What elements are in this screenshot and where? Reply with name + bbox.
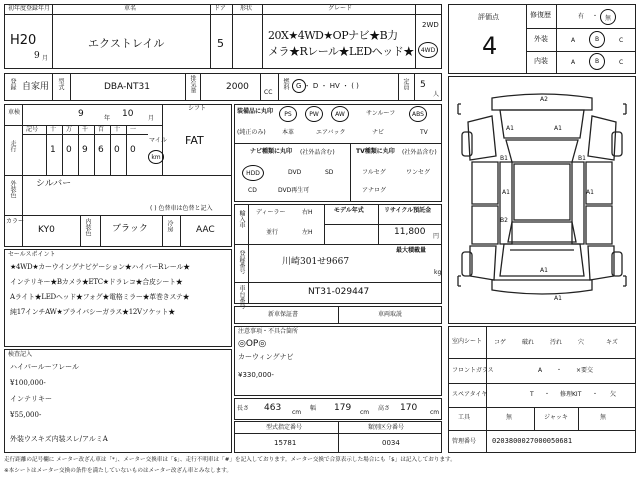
model-year-label: モデル年式 bbox=[334, 207, 364, 214]
max-load-label: 最大積載量 bbox=[396, 247, 427, 254]
shape-label: 形状 bbox=[240, 5, 253, 12]
reg-value: 自家用 bbox=[22, 82, 50, 92]
management-label: 管理番号 bbox=[452, 438, 477, 445]
first-reg-month: 9 bbox=[34, 51, 40, 61]
interior-color-value: ブラック bbox=[112, 224, 148, 234]
seat-item: 破れ bbox=[522, 339, 535, 346]
type-spec-label: 型式指定番号 bbox=[266, 424, 303, 431]
repair-option-yes: 有 bbox=[578, 13, 585, 20]
mileage-digit-label: 千 bbox=[82, 126, 89, 133]
drive-4wd-circled: 4WD bbox=[418, 42, 438, 58]
ac-value: AAC bbox=[196, 225, 215, 235]
manual-label: 車両取説 bbox=[378, 311, 403, 318]
jack-value: 無 bbox=[600, 414, 607, 421]
damage-b2-left: B2 bbox=[500, 217, 508, 224]
seat-item: 穴 bbox=[578, 339, 585, 346]
equipment-item-text: AW bbox=[335, 110, 345, 118]
mileage-digit: 0 bbox=[114, 145, 120, 155]
capacity-label: 定員 bbox=[402, 78, 409, 90]
displacement-value: 2000 bbox=[226, 82, 249, 92]
tv-oneseg: ワンセグ bbox=[406, 169, 431, 176]
inspection-label: 車検 bbox=[8, 109, 21, 116]
equipment-item: 本革 bbox=[282, 129, 295, 136]
mileage-grid-line bbox=[22, 134, 148, 135]
damage-a1-hood-left: A1 bbox=[506, 125, 514, 132]
model-value: DBA-NT31 bbox=[104, 82, 150, 92]
mileage-digit: 9 bbox=[82, 145, 88, 155]
mileage-digit-divider bbox=[46, 125, 47, 175]
length-label: 長さ bbox=[237, 405, 250, 412]
damage-b1-left: B1 bbox=[500, 155, 508, 162]
ac-label: 冷房 bbox=[166, 220, 173, 232]
equipment-item-circled bbox=[409, 106, 427, 122]
length-unit: cm bbox=[292, 409, 302, 416]
score-value: 4 bbox=[482, 32, 498, 60]
mileage-digit-label: 記号 bbox=[26, 126, 39, 133]
seat-label: 室内シート bbox=[452, 338, 483, 345]
car-name-value: エクストレイル bbox=[88, 37, 165, 50]
inspection-entry-line: ハイパールーフレール bbox=[10, 363, 79, 371]
mileage-digit-divider bbox=[62, 125, 63, 175]
color-code-value: KY0 bbox=[38, 225, 55, 235]
mileage-digit-divider bbox=[78, 125, 79, 175]
drive-2wd: 2WD bbox=[422, 21, 439, 29]
mileage-digit-label: 一 bbox=[130, 126, 137, 133]
month-unit: 月 bbox=[42, 55, 49, 62]
plate-value: 川崎301せ9667 bbox=[282, 257, 350, 267]
interior-c: C bbox=[619, 59, 624, 66]
mileage-digit-divider bbox=[94, 125, 95, 175]
interior-a: A bbox=[571, 59, 576, 66]
person-unit: 人 bbox=[433, 91, 440, 98]
mileage-digit-divider bbox=[110, 125, 111, 175]
footer-line-2: ※本シートはメーター交換の条件を満たしていないものはメーター改ざん車とみなします。 bbox=[4, 468, 232, 474]
mileage-digit-label: 百 bbox=[98, 126, 105, 133]
tv-type-label: TV種類に丸印 bbox=[356, 148, 395, 155]
notes-line-2: カーウィングナビ bbox=[238, 353, 294, 361]
height-unit: cm bbox=[430, 409, 440, 416]
equipment-label: 装備品に丸印 bbox=[237, 108, 274, 115]
first-reg-label: 初年度登録年月 bbox=[8, 5, 51, 12]
damage-a1-door-right: A1 bbox=[586, 189, 594, 196]
repair-sep: ・ bbox=[592, 13, 599, 20]
spare-missing: 欠 bbox=[610, 391, 617, 398]
interior-color-label: 内装色 bbox=[84, 218, 91, 236]
inspection-entry-line: 外装ウスキズ内装スレ/アルミA bbox=[10, 435, 108, 443]
spare-repair-kit: 修理KIT bbox=[560, 391, 582, 398]
equipment-item: サンルーフ bbox=[366, 110, 396, 117]
equipment-item-text: PS bbox=[284, 110, 292, 118]
grade-value-2: メラ★Rレール★LEDヘッド★ bbox=[268, 45, 414, 58]
year-unit: 年 bbox=[104, 115, 111, 122]
mileage-digit: 6 bbox=[98, 145, 104, 155]
category-value: 0034 bbox=[382, 439, 400, 447]
damage-b1-right: B1 bbox=[578, 155, 586, 162]
inspection-entry-line: インテリキー bbox=[10, 395, 52, 403]
color-value: シルバー bbox=[36, 179, 72, 189]
grade-label: グレード bbox=[328, 5, 353, 12]
seat-item: コゲ bbox=[494, 339, 507, 346]
height-label: 高さ bbox=[378, 405, 391, 412]
equipment-item-text: ABS bbox=[412, 110, 424, 118]
glass-label: フロントガラス bbox=[452, 367, 494, 374]
category-label: 類別区分番号 bbox=[368, 424, 405, 431]
chassis-label: 車台番号 bbox=[238, 285, 245, 309]
glass-a: A bbox=[538, 367, 543, 374]
color-code-label: カラー bbox=[6, 218, 25, 225]
mileage-digit-label: 十 bbox=[50, 126, 57, 133]
exterior-c: C bbox=[619, 37, 624, 44]
recycle-label: リサイクル預託金 bbox=[384, 207, 432, 214]
glass-replace: ×要交 bbox=[576, 367, 594, 374]
interior-grade-label: 内装 bbox=[534, 57, 548, 65]
inspection-year: 9 bbox=[78, 109, 84, 119]
right-handle-label: 右H bbox=[302, 209, 313, 216]
nav-dvd-play: DVD再生可 bbox=[278, 187, 310, 194]
interior-b-circled: B bbox=[589, 53, 605, 70]
displacement-label: 排気量 bbox=[189, 75, 196, 93]
damage-a2-top: A2 bbox=[540, 96, 548, 103]
damage-a1-hood-right: A1 bbox=[554, 125, 562, 132]
repair-no-circled: 無 bbox=[600, 9, 616, 25]
inspection-entry-line: ¥100,000- bbox=[10, 379, 46, 387]
type-spec-value: 15781 bbox=[274, 439, 297, 447]
capacity-value: 5 bbox=[420, 80, 426, 90]
sales-point-line: 純17インチAW★プライバシーガラス★12Vソケット★ bbox=[10, 308, 175, 316]
kg-unit: kg bbox=[434, 269, 442, 276]
width-unit: cm bbox=[360, 409, 370, 416]
shift-label: シフト bbox=[188, 105, 207, 112]
tv-analog: アナログ bbox=[362, 187, 387, 194]
model-label: 型式 bbox=[57, 78, 64, 90]
import-label: 輸入車 bbox=[238, 210, 245, 228]
warranty-label: 新車保証書 bbox=[268, 311, 299, 318]
seat-item: キズ bbox=[606, 339, 618, 346]
exterior-a: A bbox=[571, 37, 576, 44]
sales-point-line: Aライト★LEDヘッド★フォグ★電格ミラー★革巻きステ★ bbox=[10, 293, 190, 301]
inspection-entry-label: 検査記入 bbox=[8, 351, 33, 358]
management-value: 0203800027000050681 bbox=[492, 437, 573, 445]
reg-label: 登録 bbox=[9, 78, 16, 90]
width-label: 幅 bbox=[310, 405, 317, 412]
equipment-sub-label: (純正のみ) bbox=[237, 129, 266, 136]
equipment-item: TV bbox=[420, 129, 428, 136]
nav-cd: CD bbox=[248, 187, 257, 194]
tv-fullseg: フルセグ bbox=[362, 169, 386, 176]
mileage-digit: 1 bbox=[50, 145, 56, 155]
mileage-digit-label: 十 bbox=[114, 126, 121, 133]
inspection-entry-line: ¥55,000- bbox=[10, 411, 42, 419]
yen-unit: 円 bbox=[433, 233, 440, 240]
exterior-label: 外装 bbox=[534, 35, 548, 43]
jack-label: ジャッキ bbox=[544, 414, 568, 421]
damage-a1-bottom: A1 bbox=[540, 267, 548, 274]
spare-t: T bbox=[530, 391, 534, 398]
mileage-digit-label: 万 bbox=[66, 126, 73, 133]
nav-hdd-circled: HDD bbox=[242, 165, 264, 181]
equipment-item-circled bbox=[305, 106, 323, 122]
plate-label: 登録番号 bbox=[238, 250, 245, 274]
spare-label: スペアタイヤ bbox=[452, 391, 488, 398]
damage-a1-door-left: A1 bbox=[502, 189, 510, 196]
equipment-item-circled bbox=[279, 106, 297, 122]
width-value: 179 bbox=[334, 403, 352, 413]
recycle-value: 11,800 bbox=[394, 227, 426, 237]
equipment-item-circled bbox=[331, 106, 349, 122]
doors-value: 5 bbox=[217, 37, 224, 50]
spare-sep-2: ・ bbox=[592, 391, 599, 398]
chassis-value: NT31-029447 bbox=[308, 287, 370, 297]
notes-line-3: ¥330,000- bbox=[238, 371, 274, 379]
inspection-month: 10 bbox=[122, 109, 134, 119]
fuel-options: G ・ D ・ HV ・ ( ) bbox=[296, 82, 359, 90]
mileage-label: 走行 bbox=[9, 140, 16, 152]
equipment-item-text: PW bbox=[309, 110, 319, 118]
mileage-digit: 0 bbox=[66, 145, 72, 155]
nav-sd: SD bbox=[325, 169, 334, 176]
nav-type-label: ナビ種類に丸印 bbox=[250, 148, 293, 155]
sales-points-label: セールスポイント bbox=[8, 251, 56, 258]
tools-label: 工具 bbox=[458, 414, 471, 421]
car-name-label: 車名 bbox=[124, 5, 137, 12]
dealer-label: ディーラー bbox=[256, 209, 286, 216]
first-reg-value: H20 bbox=[10, 33, 37, 48]
spare-sep-1: ・ bbox=[544, 391, 551, 398]
left-handle-label: 左H bbox=[302, 229, 313, 236]
shift-value: FAT bbox=[185, 134, 204, 147]
color-note: ( ) 色替車は色替と記入 bbox=[150, 205, 213, 212]
sales-point-line: インテリキー★Bカメラ★ETC★ドラレコ★合皮シート★ bbox=[10, 278, 183, 286]
car-diagram bbox=[448, 76, 636, 324]
height-value: 170 bbox=[400, 403, 418, 413]
repair-label: 修復歴 bbox=[530, 11, 551, 19]
equipment-item: ナビ bbox=[372, 129, 385, 136]
footer-line-1: 走行距離の記号欄に メーター改ざん車は「*」、メーター交換車は「$」、走行不明車は「#」を記入しております。メーター交換で合算表示した場合にも「$」は記入しております。 bbox=[4, 457, 456, 463]
mileage-digit-divider bbox=[126, 125, 127, 175]
nav-dvd: DVD bbox=[288, 169, 302, 176]
notes-block bbox=[234, 326, 442, 396]
doors-label: ドア bbox=[214, 5, 226, 12]
parallel-label: 並行 bbox=[266, 229, 279, 236]
sales-point-line: ★4WD★カーウイングナビゲーション★ハイパーRレール★ bbox=[10, 263, 190, 271]
notes-label: 注意事項・不具合箇所 bbox=[238, 328, 299, 335]
mileage-digit: 0 bbox=[130, 145, 136, 155]
notes-line-1: ◎OP◎ bbox=[238, 339, 267, 349]
fuel-label: 燃料 bbox=[282, 78, 289, 90]
score-label: 評価点 bbox=[478, 13, 499, 21]
exterior-b-circled: B bbox=[589, 31, 605, 48]
mileage-mile-unit: マイル bbox=[149, 137, 167, 144]
inspection-month-unit: 月 bbox=[148, 115, 155, 122]
tools-value: 無 bbox=[506, 414, 513, 421]
length-value: 463 bbox=[264, 403, 282, 413]
glass-sep: ・ bbox=[556, 367, 563, 374]
cc-unit: CC bbox=[264, 89, 273, 96]
seat-item: 汚れ bbox=[550, 339, 563, 346]
damage-a1-bottom-2: A1 bbox=[554, 295, 562, 302]
grade-value-1: 20X★4WD★OPナビ★B力 bbox=[268, 29, 398, 42]
color-label: 外装色 bbox=[9, 180, 16, 198]
tv-type-sub: (社外品含む) bbox=[402, 149, 437, 156]
mileage-km-circled: km bbox=[148, 150, 164, 164]
equipment-item: エアバック bbox=[316, 129, 346, 136]
nav-type-sub: (社外品含む) bbox=[300, 149, 335, 156]
